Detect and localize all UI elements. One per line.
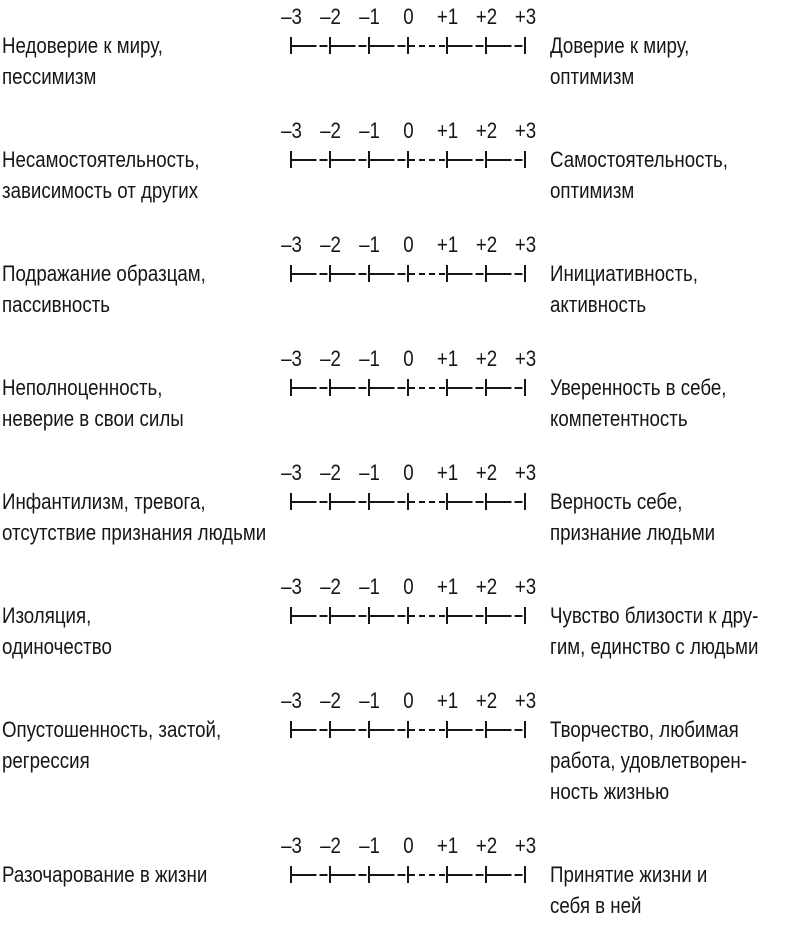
scale-number: +3 bbox=[514, 232, 537, 257]
label-line: Опустошенность, застой, bbox=[2, 717, 222, 742]
rating-scale-track bbox=[290, 714, 526, 745]
scale-segment bbox=[487, 615, 524, 617]
label-line: пессимизм bbox=[2, 64, 97, 89]
label-line: ность жизнью bbox=[550, 779, 670, 804]
rating-scale-track bbox=[290, 30, 526, 61]
positive-pole-label bbox=[550, 573, 790, 662]
scale-segment bbox=[448, 45, 485, 47]
scale-number: –3 bbox=[281, 574, 302, 599]
scale-column bbox=[272, 117, 550, 206]
scale-segment bbox=[331, 45, 368, 47]
negative-pole-label bbox=[2, 231, 272, 320]
scale-segment bbox=[487, 45, 524, 47]
scale-tick bbox=[524, 721, 526, 738]
label-line: одиночество bbox=[2, 634, 112, 659]
scale-tick bbox=[524, 265, 526, 282]
scale-number: –3 bbox=[281, 688, 302, 713]
scale-segment bbox=[292, 273, 329, 275]
scale-segment bbox=[292, 615, 329, 617]
rating-scale-track bbox=[290, 372, 526, 403]
rating-scale-track bbox=[290, 144, 526, 175]
scale-number: –3 bbox=[281, 460, 302, 485]
scale-number: –3 bbox=[281, 4, 302, 29]
scale-segment bbox=[331, 273, 368, 275]
scale-column bbox=[272, 459, 550, 548]
scale-numbers bbox=[272, 117, 550, 144]
scale-row-4 bbox=[2, 345, 790, 434]
negative-pole-label bbox=[2, 345, 272, 434]
scale-segment bbox=[292, 159, 329, 161]
label-line: оптимизм bbox=[550, 64, 635, 89]
scale-column bbox=[272, 231, 550, 320]
scale-segment bbox=[370, 159, 407, 161]
scale-number: +3 bbox=[514, 688, 537, 713]
scale-number: 0 bbox=[403, 833, 414, 858]
scale-number: –2 bbox=[320, 4, 341, 29]
scale-number: +3 bbox=[514, 574, 537, 599]
label-line: Верность себе, bbox=[550, 489, 683, 514]
scale-segment bbox=[448, 387, 485, 389]
negative-pole-label bbox=[2, 459, 272, 548]
scale-row-3 bbox=[2, 231, 790, 320]
scale-number: –1 bbox=[359, 346, 380, 371]
scale-tick bbox=[524, 493, 526, 510]
scale-segment-dashed bbox=[409, 501, 446, 503]
rating-scale-track bbox=[290, 600, 526, 631]
rating-scale-track bbox=[290, 859, 526, 890]
scale-segment bbox=[448, 874, 485, 876]
positive-pole-label bbox=[550, 459, 790, 548]
scale-number: –3 bbox=[281, 833, 302, 858]
positive-pole-label bbox=[550, 687, 790, 807]
scale-tick bbox=[524, 151, 526, 168]
scale-row-7 bbox=[2, 687, 790, 807]
scale-segment bbox=[448, 273, 485, 275]
label-line: себя в ней bbox=[550, 893, 642, 918]
scale-number: +2 bbox=[475, 346, 498, 371]
label-line: признание людьми bbox=[550, 520, 716, 545]
scale-number: 0 bbox=[403, 460, 414, 485]
scale-segment bbox=[292, 45, 329, 47]
scale-segment bbox=[292, 874, 329, 876]
scale-number: –2 bbox=[320, 346, 341, 371]
scale-number: +3 bbox=[514, 460, 537, 485]
label-line: Самостоятельность, bbox=[550, 147, 728, 172]
scale-segment bbox=[331, 615, 368, 617]
scale-segment bbox=[292, 387, 329, 389]
scale-number: +3 bbox=[514, 118, 537, 143]
scale-segment-dashed bbox=[409, 45, 446, 47]
label-line: компетентность bbox=[550, 406, 688, 431]
scale-segment bbox=[487, 729, 524, 731]
scale-segment-dashed bbox=[409, 729, 446, 731]
scale-number: +2 bbox=[475, 118, 498, 143]
scale-segment-dashed bbox=[409, 273, 446, 275]
label-line: Творчество, любимая bbox=[550, 717, 739, 742]
scale-number: +3 bbox=[514, 833, 537, 858]
scale-number: +3 bbox=[514, 4, 537, 29]
negative-pole-label bbox=[2, 832, 272, 921]
scale-number: +2 bbox=[475, 833, 498, 858]
scale-numbers bbox=[272, 832, 550, 859]
negative-pole-label bbox=[2, 117, 272, 206]
scale-segment bbox=[331, 501, 368, 503]
scale-number: –2 bbox=[320, 118, 341, 143]
scale-number: –2 bbox=[320, 460, 341, 485]
scale-number: –1 bbox=[359, 833, 380, 858]
scale-number: +1 bbox=[436, 232, 459, 257]
scale-tick bbox=[524, 37, 526, 54]
scale-segment bbox=[370, 387, 407, 389]
scale-tick bbox=[524, 379, 526, 396]
label-line: регрессия bbox=[2, 748, 90, 773]
scale-number: +1 bbox=[436, 4, 459, 29]
scale-number: 0 bbox=[403, 346, 414, 371]
scale-segment-dashed bbox=[409, 159, 446, 161]
scale-number: –2 bbox=[320, 574, 341, 599]
label-line: отсутствие признания людьми bbox=[2, 520, 267, 545]
label-line: Несамостоятельность, bbox=[2, 147, 200, 172]
negative-pole-label bbox=[2, 3, 272, 92]
scale-segment bbox=[448, 501, 485, 503]
scale-segment bbox=[331, 729, 368, 731]
scale-number: –1 bbox=[359, 688, 380, 713]
scale-segment bbox=[487, 874, 524, 876]
positive-pole-label bbox=[550, 117, 790, 206]
scale-column bbox=[272, 687, 550, 807]
scale-segment bbox=[370, 273, 407, 275]
scale-number: +1 bbox=[436, 346, 459, 371]
scale-segment bbox=[487, 159, 524, 161]
scale-number: –3 bbox=[281, 232, 302, 257]
label-line: неверие в свои силы bbox=[2, 406, 184, 431]
scale-numbers bbox=[272, 573, 550, 600]
scale-number: +1 bbox=[436, 688, 459, 713]
scale-number: 0 bbox=[403, 4, 414, 29]
scale-number: –3 bbox=[281, 118, 302, 143]
scale-number: +3 bbox=[514, 346, 537, 371]
label-line: активность bbox=[550, 292, 647, 317]
scale-segment bbox=[331, 387, 368, 389]
scale-segment bbox=[370, 729, 407, 731]
scale-segment bbox=[487, 501, 524, 503]
label-line: Подражание образцам, bbox=[2, 261, 206, 286]
scale-segment bbox=[370, 45, 407, 47]
scale-segment bbox=[487, 387, 524, 389]
scale-number: –1 bbox=[359, 4, 380, 29]
scale-number: +2 bbox=[475, 460, 498, 485]
scale-column bbox=[272, 345, 550, 434]
positive-pole-label bbox=[550, 231, 790, 320]
scale-segment bbox=[448, 159, 485, 161]
scale-number: 0 bbox=[403, 574, 414, 599]
scale-column bbox=[272, 573, 550, 662]
scale-segment-dashed bbox=[409, 874, 446, 876]
scale-numbers bbox=[272, 459, 550, 486]
scale-row-2 bbox=[2, 117, 790, 206]
scale-segment-dashed bbox=[409, 387, 446, 389]
scale-number: +2 bbox=[475, 574, 498, 599]
scale-number: –2 bbox=[320, 688, 341, 713]
scale-row-1 bbox=[2, 3, 790, 92]
label-line: Недоверие к миру, bbox=[2, 33, 163, 58]
scale-number: 0 bbox=[403, 232, 414, 257]
scale-column bbox=[272, 3, 550, 92]
scale-segment-dashed bbox=[409, 615, 446, 617]
scale-number: –1 bbox=[359, 118, 380, 143]
scale-segment bbox=[331, 874, 368, 876]
label-line: работа, удовлетворен- bbox=[550, 748, 747, 773]
scale-segment bbox=[370, 501, 407, 503]
scale-number: –3 bbox=[281, 346, 302, 371]
label-line: зависимость от других bbox=[2, 178, 199, 203]
scale-number: +2 bbox=[475, 232, 498, 257]
scale-column bbox=[272, 832, 550, 921]
scale-number: –2 bbox=[320, 232, 341, 257]
scale-numbers bbox=[272, 231, 550, 258]
scale-segment bbox=[370, 874, 407, 876]
scale-number: –1 bbox=[359, 574, 380, 599]
scale-segment bbox=[487, 273, 524, 275]
scale-number: 0 bbox=[403, 118, 414, 143]
label-line: Инфантилизм, тревога, bbox=[2, 489, 206, 514]
scale-segment bbox=[331, 159, 368, 161]
label-line: оптимизм bbox=[550, 178, 635, 203]
negative-pole-label bbox=[2, 687, 272, 807]
scale-row-5 bbox=[2, 459, 790, 548]
scale-segment bbox=[292, 501, 329, 503]
rating-scale-track bbox=[290, 258, 526, 289]
scale-number: 0 bbox=[403, 688, 414, 713]
label-line: Уверенность в себе, bbox=[550, 375, 727, 400]
scale-number: +2 bbox=[475, 688, 498, 713]
scale-numbers bbox=[272, 345, 550, 372]
scale-tick bbox=[524, 607, 526, 624]
questionnaire-page bbox=[2, 3, 790, 921]
scale-number: –1 bbox=[359, 460, 380, 485]
label-line: Неполноценность, bbox=[2, 375, 163, 400]
positive-pole-label bbox=[550, 832, 790, 921]
scale-row-8 bbox=[2, 832, 790, 921]
scale-segment bbox=[448, 729, 485, 731]
scale-tick bbox=[524, 866, 526, 883]
scale-segment bbox=[448, 615, 485, 617]
label-line: Разочарование в жизни bbox=[2, 862, 208, 887]
label-line: гим, единство с людьми bbox=[550, 634, 759, 659]
label-line: Изоляция, bbox=[2, 603, 92, 628]
rating-scale-track bbox=[290, 486, 526, 517]
label-line: Инициативность, bbox=[550, 261, 698, 286]
positive-pole-label bbox=[550, 345, 790, 434]
scale-numbers bbox=[272, 3, 550, 30]
scale-number: +2 bbox=[475, 4, 498, 29]
positive-pole-label bbox=[550, 3, 790, 92]
scale-number: +1 bbox=[436, 833, 459, 858]
scale-segment bbox=[292, 729, 329, 731]
scale-segment bbox=[370, 615, 407, 617]
scale-row-6 bbox=[2, 573, 790, 662]
scale-number: +1 bbox=[436, 118, 459, 143]
negative-pole-label bbox=[2, 573, 272, 662]
scale-number: –2 bbox=[320, 833, 341, 858]
label-line: Принятие жизни и bbox=[550, 862, 708, 887]
label-line: Чувство близости к дру- bbox=[550, 603, 759, 628]
scale-numbers bbox=[272, 687, 550, 714]
label-line: пассивность bbox=[2, 292, 111, 317]
scale-number: –1 bbox=[359, 232, 380, 257]
scale-number: +1 bbox=[436, 574, 459, 599]
label-line: Доверие к миру, bbox=[550, 33, 690, 58]
scale-number: +1 bbox=[436, 460, 459, 485]
